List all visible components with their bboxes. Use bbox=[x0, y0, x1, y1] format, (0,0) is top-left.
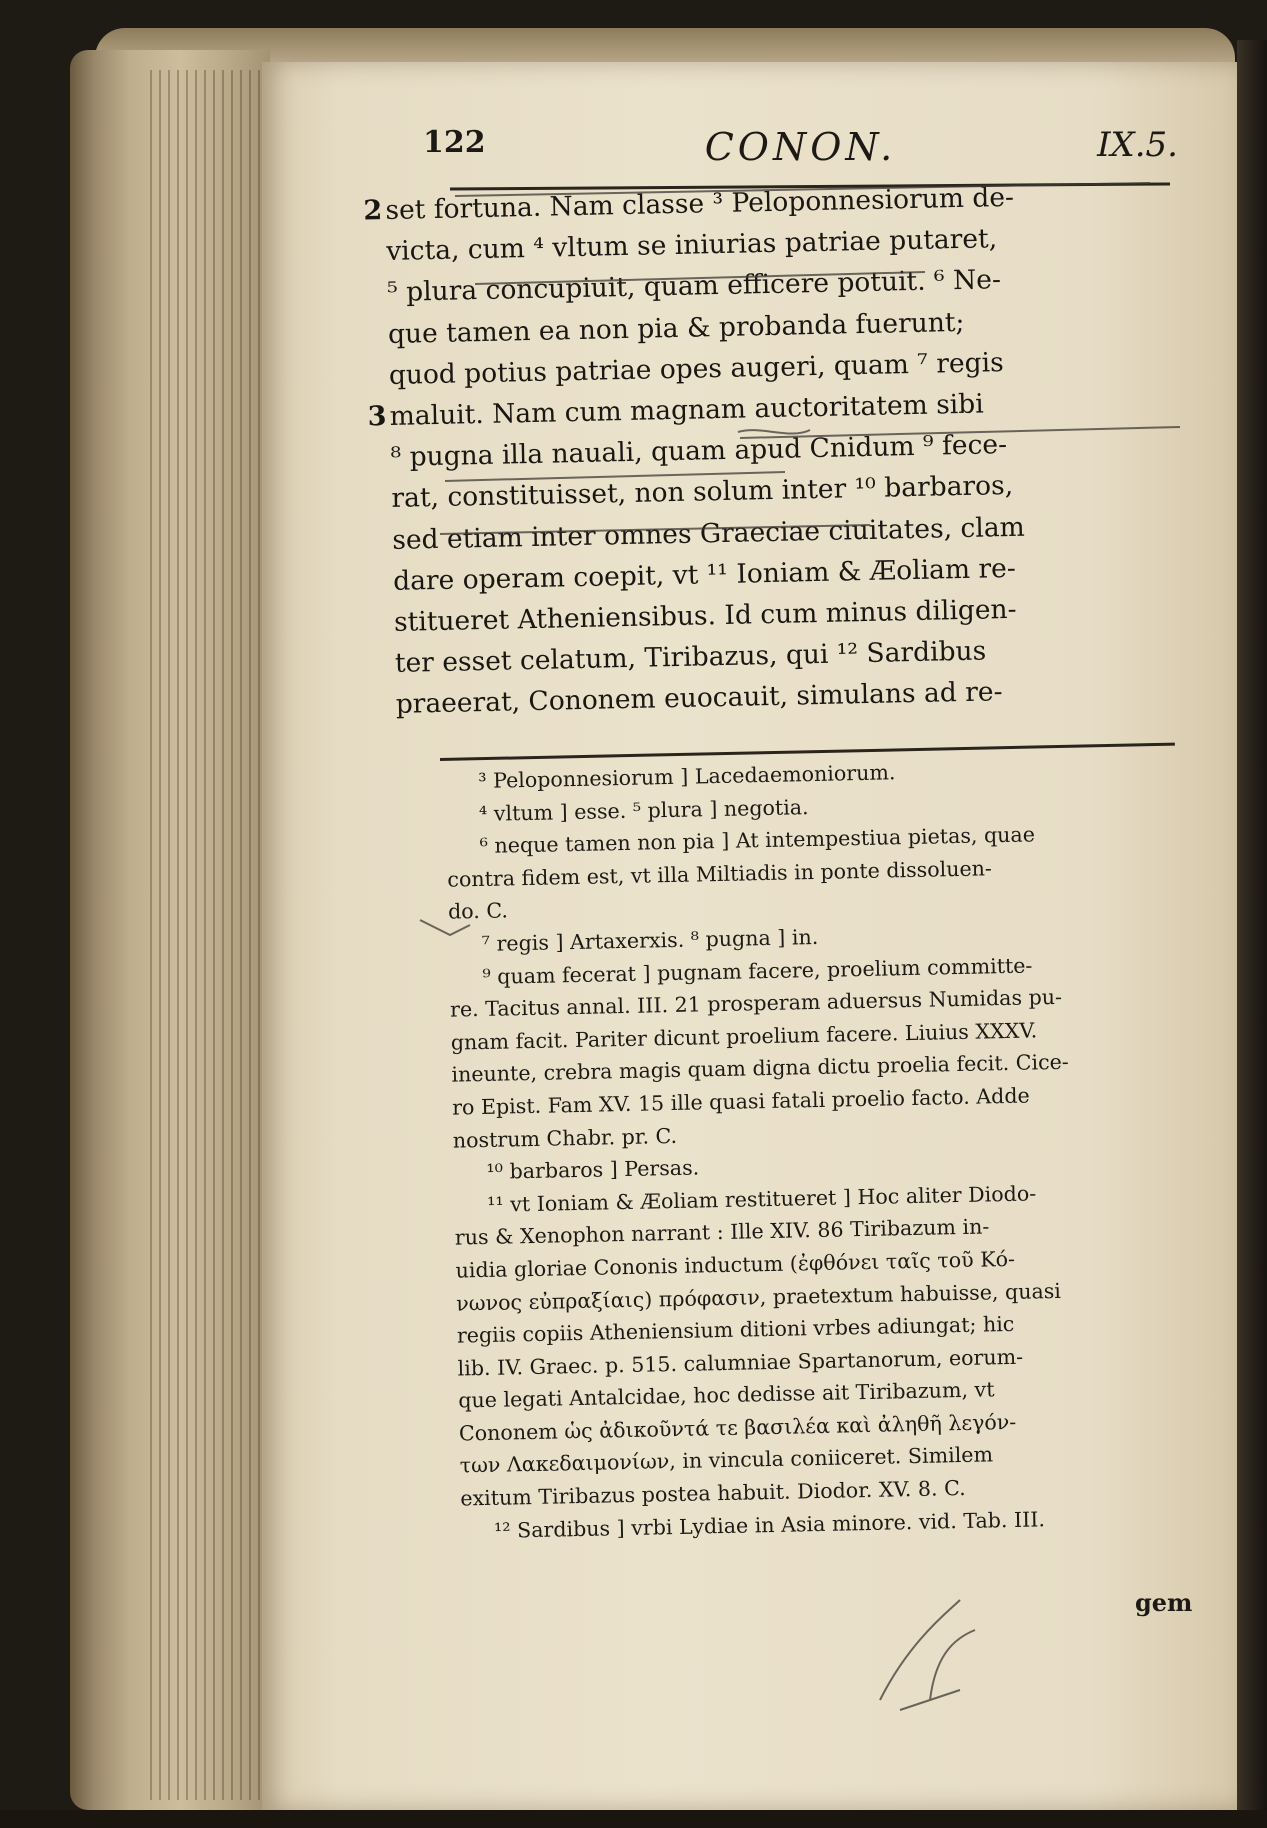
footnote-content: ⁷ regis ] Artaxerxis. ⁸ pugna ] in. bbox=[481, 924, 819, 956]
footnote-content: que legati Antalcidae, hoc dedisse ait Tiribazum, vt bbox=[458, 1377, 995, 1413]
page-number: 122 bbox=[423, 125, 486, 160]
binding-shadow bbox=[1237, 40, 1267, 1828]
footnote-content: ⁹ quam fecerat ] pugnam facere, proelium committe- bbox=[482, 952, 1033, 989]
text-line-content: set fortuna. Nam classe ³ Peloponnesiorum de- bbox=[385, 181, 1015, 226]
footnote-content: exitum Tiribazus postea habuit. Diodor. XV. 8. C. bbox=[460, 1476, 966, 1511]
footnote-content: των Λακεδαιμονίων, in vincula coniiceret. Similem bbox=[459, 1442, 994, 1479]
main-text-block bbox=[363, 173, 1191, 725]
footnote-content: ¹² Sardibus ] vrbi Lydiae in Asia minore. vid. Tab. III. bbox=[493, 1506, 1046, 1543]
section-number: 2 bbox=[363, 195, 383, 227]
text-line-content: maluit. Nam cum magnam auctoritatem sibi bbox=[389, 388, 984, 432]
footnotes-block bbox=[447, 750, 1214, 1547]
text-line-content: sed etiam inter omnes Graeciae ciuitates, clam bbox=[392, 511, 1026, 556]
footnote-content: re. Tacitus annal. III. 21 prosperam aduersus Numidas pu- bbox=[449, 984, 1063, 1022]
text-line-content: victa, cum ⁴ vltum se iniurias patriae putaret, bbox=[385, 223, 998, 268]
footnote-content: regiis copiis Atheniensium ditioni vrbes adiungat; hic bbox=[456, 1311, 1015, 1348]
text-line-content: que tamen ea non pia & probanda fuerunt; bbox=[387, 306, 965, 350]
footnote-content: do. C. bbox=[447, 898, 509, 925]
footnote-content: lib. IV. Graec. p. 515. calumniae Spartanorum, eorum- bbox=[457, 1344, 1024, 1381]
footnote-content: gnam facit. Pariter dicunt proelium facere. Liuius XXXV. bbox=[450, 1018, 1038, 1055]
page-edge-lines bbox=[150, 70, 270, 1800]
background-strip bbox=[0, 1810, 1267, 1828]
running-head bbox=[423, 125, 1178, 175]
text-line-content: dare operam coepit, vt ¹¹ Ioniam & Æoliam re- bbox=[392, 552, 1017, 597]
footnote-content: νωνος εὐπραξίαις) πρόφασιν, praetextum habuisse, quasi bbox=[456, 1278, 1062, 1316]
footnote-content: Cononem ὡς ἀδικοῦντά τε βασιλέα καὶ ἀληθῆ λεγόν- bbox=[458, 1409, 1017, 1446]
text-line-content: quod potius patriae opes augeri, quam ⁷ regis bbox=[388, 346, 1004, 391]
footnote-content: ³ Peloponnesiorum ] Lacedaemoniorum. bbox=[478, 760, 896, 793]
footnote-content: nostrum Chabr. pr. C. bbox=[452, 1123, 678, 1153]
section-number: 3 bbox=[367, 400, 387, 433]
footnote-content: uidia gloriae Cononis inductum (ἐφθόνει ταῖς τοῦ Κό- bbox=[455, 1246, 1016, 1283]
text-line-content: stitueret Atheniensibus. Id cum minus diligen- bbox=[393, 593, 1017, 638]
footnote-content: contra fidem est, vt illa Miltiadis in ponte dissoluen- bbox=[447, 856, 993, 892]
text-line-content: ⁵ plura concupiuit, quam efficere potuit. ⁶ Ne- bbox=[386, 264, 1002, 309]
text-line-content: ⁸ pugna illa nauali, quam apud Cnidum ⁹ fece- bbox=[390, 429, 1008, 474]
footnote-content: ro Epist. Fam XV. 15 ille quasi fatali proelio facto. Adde bbox=[451, 1083, 1030, 1120]
text-line-content: rat, constituisset, non solum inter ¹⁰ barbaros, bbox=[391, 470, 1014, 515]
footnote-content: ¹⁰ barbaros ] Persas. bbox=[486, 1155, 700, 1185]
chapter-reference: IX.5. bbox=[1097, 125, 1178, 165]
footnote-content: ineunte, crebra magis quam digna dictu proelia fecit. Cice- bbox=[451, 1050, 1069, 1087]
footnote-content: ¹¹ vt Ioniam & Æoliam restitueret ] Hoc aliter Diodo- bbox=[486, 1181, 1037, 1217]
footnote-content: ⁶ neque tamen non pia ] At intempestiua pietas, quae bbox=[479, 822, 1036, 859]
text-line-content: ter esset celatum, Tiribazus, qui ¹² Sardibus bbox=[394, 635, 987, 679]
text-line-content: praeerat, Cononem euocauit, simulans ad re- bbox=[395, 676, 1003, 721]
catchword: gem bbox=[1135, 1588, 1193, 1617]
page-title: CONON. bbox=[704, 125, 897, 169]
footnote-content: rus & Xenophon narrant : Ille XIV. 86 Tiribazum in- bbox=[454, 1214, 990, 1250]
footnote-content: ⁴ vltum ] esse. ⁵ plura ] negotia. bbox=[478, 794, 809, 826]
